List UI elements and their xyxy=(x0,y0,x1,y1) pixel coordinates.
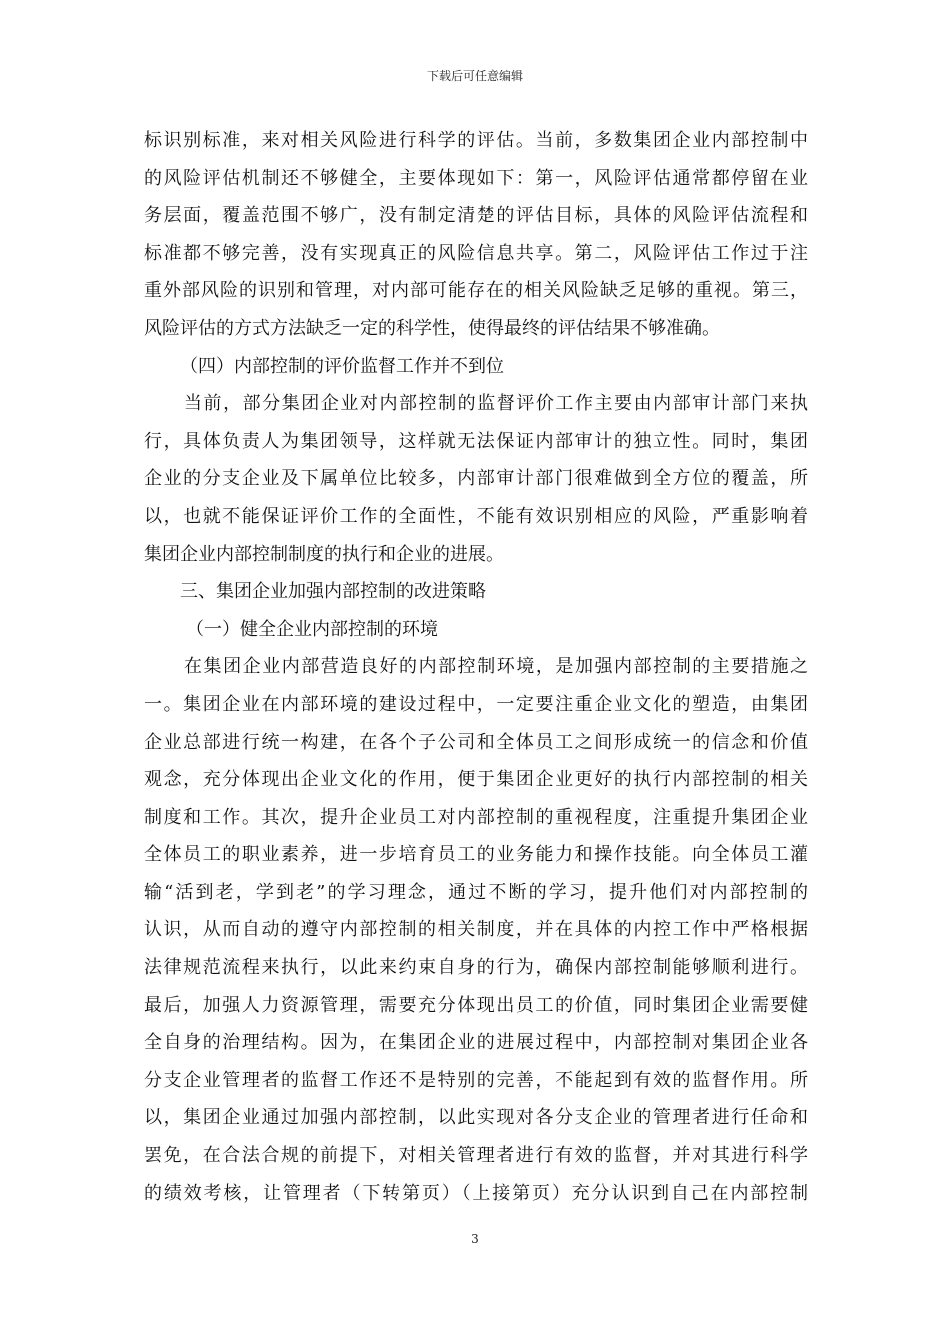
paragraph-line: 以，集团企业通过加强内部控制，以此实现对各分支企业的管理者进行任命和 xyxy=(144,1107,808,1129)
paragraph-line: 重外部风险的识别和管理，对内部可能存在的相关风险缺乏足够的重视。第三， xyxy=(144,280,808,302)
paragraph-line: 标识别标准，来对相关风险进行科学的评估。当前，多数集团企业内部控制中 xyxy=(144,130,808,151)
body-text xyxy=(144,122,808,1212)
paragraph-line: 罢免，在合法合规的前提下，对相关管理者进行有效的监督，并对其进行科学 xyxy=(144,1145,808,1167)
paragraph-line: 务层面，覆盖范围不够广，没有制定清楚的评估目标，具体的风险评估流程和 xyxy=(144,205,808,227)
paragraph-line: 的绩效考核，让管理者（下转第页）（上接第页）充分认识到自己在内部控制 xyxy=(144,1182,808,1204)
paragraph-line: 行，具体负责人为集团领导，这样就无法保证内部审计的独立性。同时，集团 xyxy=(144,430,808,452)
paragraph-line: 企业总部进行统一构建，在各个子公司和全体员工之间形成统一的信念和价值 xyxy=(144,731,808,753)
paragraph-line: 的风险评估机制还不够健全，主要体现如下：第一，风险评估通常都停留在业 xyxy=(144,167,808,189)
paragraph-line: 风险评估的方式方法缺乏一定的科学性，使得最终的评估结果不够准确。 xyxy=(144,317,720,339)
paragraph-line: 认识，从而自动的遵守内部控制的相关制度，并在具体的内控工作中严格根据 xyxy=(144,919,808,941)
paragraph-line: 全自身的治理结构。因为，在集团企业的进展过程中，内部控制对集团企业各 xyxy=(144,1032,808,1054)
paragraph-line: 输“活到老，学到老”的学习理念，通过不断的学习，提升他们对内部控制的 xyxy=(144,881,808,903)
paragraph-line: 观念，充分体现出企业文化的作用，便于集团企业更好的执行内部控制的相关 xyxy=(144,769,808,791)
section-heading: （四）内部控制的评价监督工作并不到位 xyxy=(180,355,504,377)
paragraph-line: 集团企业内部控制制度的执行和企业的进展。 xyxy=(144,543,504,565)
page-header: 下载后可任意编辑 xyxy=(426,69,523,83)
paragraph-line: 以，也就不能保证评价工作的全面性，不能有效识别相应的风险，严重影响着 xyxy=(144,505,808,527)
paragraph-line: 标准都不够完善，没有实现真正的风险信息共享。第二，风险评估工作过于注 xyxy=(144,242,808,264)
paragraph-line: 制度和工作。其次，提升企业员工对内部控制的重视程度，注重提升集团企业 xyxy=(144,806,808,828)
paragraph-line: 企业的分支企业及下属单位比较多，内部审计部门很难做到全方位的覆盖，所 xyxy=(144,468,808,490)
subsection-heading: （一）健全企业内部控制的环境 xyxy=(186,618,438,640)
paragraph-line: 分支企业管理者的监督工作还不是特别的完善，不能起到有效的监督作用。所 xyxy=(144,1069,808,1091)
paragraph-line: 当前，部分集团企业对内部控制的监督评价工作主要由内部审计部门来执 xyxy=(184,393,808,415)
paragraph-line: 全体员工的职业素养，进一步培育员工的业务能力和操作技能。向全体员工灌 xyxy=(144,844,808,866)
paragraph-line: 一。集团企业在内部环境的建设过程中，一定要注重企业文化的塑造，由集团 xyxy=(144,693,808,715)
paragraph-line: 最后，加强人力资源管理，需要充分体现出员工的价值，同时集团企业需要健 xyxy=(144,994,808,1016)
paragraph-line: 在集团企业内部营造良好的内部控制环境，是加强内部控制的主要措施之 xyxy=(184,656,808,678)
page-number: 3 xyxy=(471,1232,479,1246)
paragraph-line: 法律规范流程来执行，以此来约束自身的行为，确保内部控制能够顺利进行。 xyxy=(144,957,808,979)
section-heading: 三、集团企业加强内部控制的改进策略 xyxy=(180,581,486,603)
